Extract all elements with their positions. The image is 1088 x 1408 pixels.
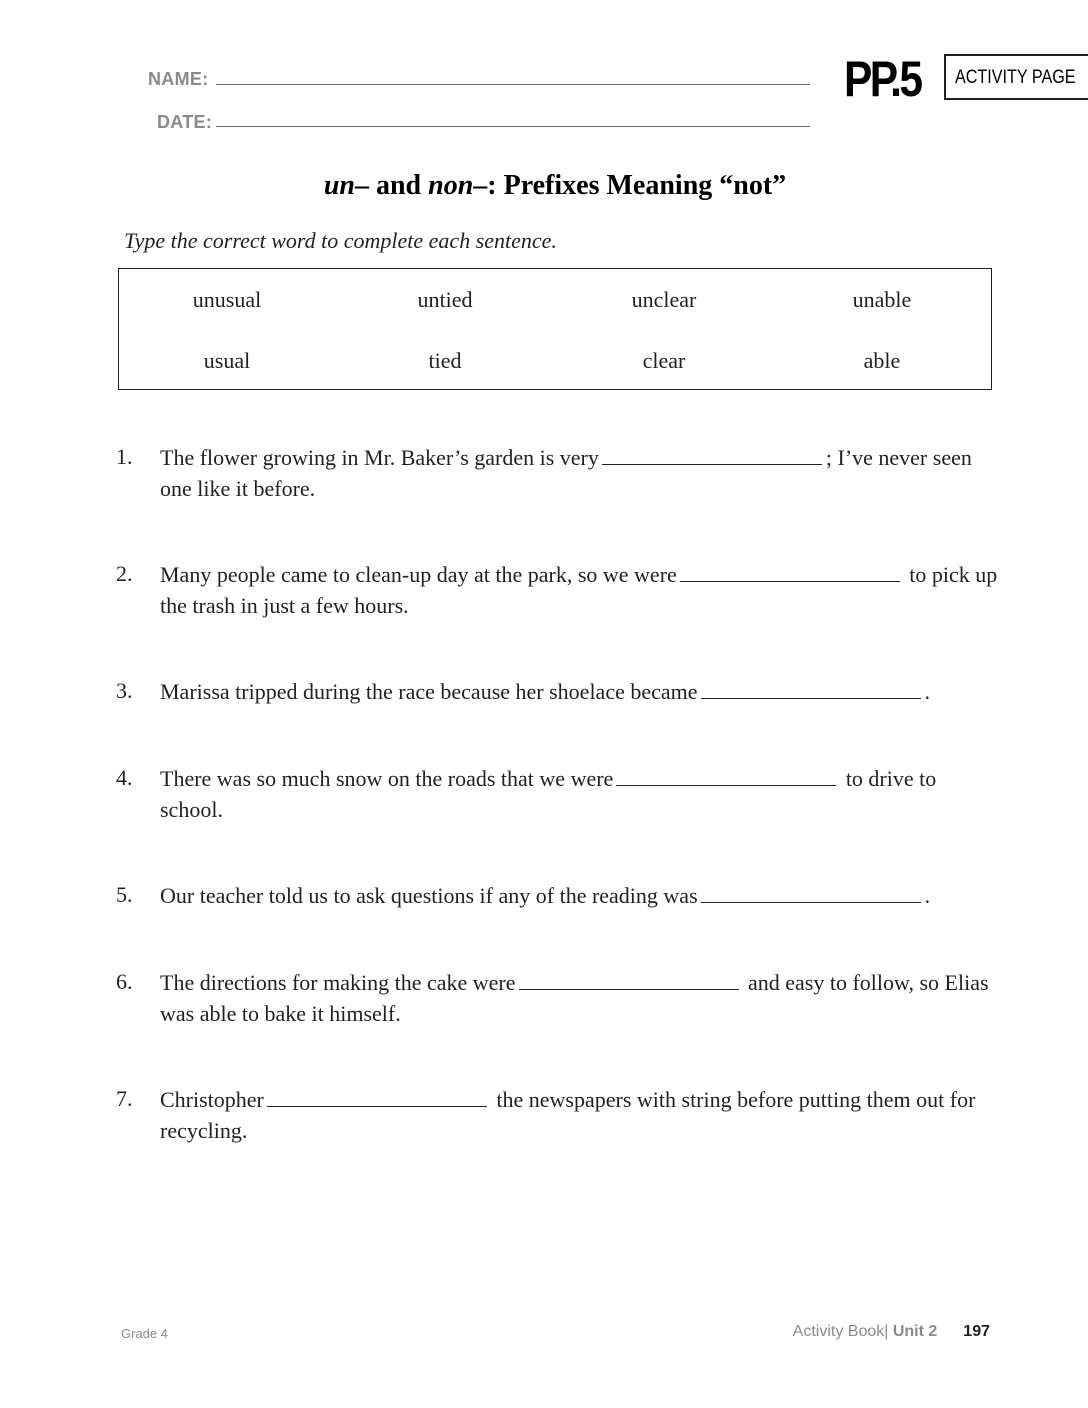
question-text-before: Christopher bbox=[160, 1087, 264, 1112]
question-text-after: to pick up the trash in just a few hours. bbox=[160, 562, 998, 618]
question-text-after: the newspapers with string before putting them out for recycling. bbox=[160, 1087, 976, 1143]
question-number: 7. bbox=[116, 1086, 133, 1111]
name-line[interactable] bbox=[216, 84, 810, 85]
question-number: 1. bbox=[116, 444, 133, 469]
word-bank-item: untied bbox=[417, 287, 473, 312]
activity-page-badge-label: ACTIVITY PAGE bbox=[955, 67, 1076, 88]
footer-grade: Grade 4 bbox=[121, 1326, 168, 1341]
title-rest: –: Prefixes Meaning “not” bbox=[473, 170, 787, 201]
footer-unit: Unit 2 bbox=[888, 1323, 938, 1340]
page-number: 197 bbox=[963, 1323, 990, 1340]
footer-separator: | bbox=[884, 1323, 889, 1340]
question-number: 6. bbox=[116, 969, 133, 994]
question-text-after: and easy to follow, so Elias was able to bake it himself. bbox=[160, 970, 989, 1026]
answer-blank[interactable] bbox=[267, 1088, 487, 1107]
question-text bbox=[160, 676, 1000, 707]
instructions: Type the correct word to complete each sentence. bbox=[124, 228, 557, 253]
footer-book-info bbox=[793, 1323, 990, 1341]
question-number: 4. bbox=[116, 765, 133, 790]
answer-blank[interactable] bbox=[701, 680, 921, 699]
word-bank-item: unable bbox=[852, 287, 912, 312]
question-text-after: . bbox=[924, 883, 931, 908]
name-label: NAME: bbox=[148, 69, 209, 89]
activity-page-badge bbox=[944, 54, 1088, 100]
footer-book: Activity Book bbox=[792, 1323, 885, 1340]
answer-blank[interactable] bbox=[519, 971, 739, 990]
question-number: 3. bbox=[116, 678, 133, 703]
question-text bbox=[160, 967, 1000, 1029]
word-bank-item: clear bbox=[642, 348, 686, 373]
word-bank-item: unusual bbox=[192, 287, 262, 312]
question-text-before: The directions for making the cake were bbox=[160, 970, 516, 995]
word-bank bbox=[118, 268, 992, 390]
question-text bbox=[160, 442, 1000, 504]
question-text-before: Our teacher told us to ask questions if any of the reading was bbox=[160, 883, 698, 908]
answer-blank[interactable] bbox=[616, 767, 836, 786]
question-text-before: There was so much snow on the roads that we were bbox=[160, 766, 614, 791]
word-bank-item: tied bbox=[428, 348, 462, 373]
question-text bbox=[160, 763, 1000, 825]
page-title bbox=[0, 170, 1088, 202]
question-text-after: to drive to school. bbox=[160, 766, 937, 822]
page-code: PP.5 bbox=[844, 51, 921, 107]
question-text-before: Many people came to clean-up day at the park, so we were bbox=[160, 562, 677, 587]
question-text-before: Marissa tripped during the race because her shoelace became bbox=[160, 679, 698, 704]
question-number: 5. bbox=[116, 882, 133, 907]
question-text bbox=[160, 880, 1000, 911]
question-text-after: . bbox=[924, 679, 931, 704]
question-number: 2. bbox=[116, 561, 133, 586]
question-text bbox=[160, 1084, 1000, 1146]
answer-blank[interactable] bbox=[680, 563, 900, 582]
word-bank-item: unclear bbox=[631, 287, 697, 312]
question-text bbox=[160, 559, 1000, 621]
word-bank-item: able bbox=[863, 348, 901, 373]
date-label: DATE: bbox=[157, 112, 213, 132]
word-bank-item: usual bbox=[203, 348, 251, 373]
title-and: – and bbox=[354, 170, 429, 201]
title-prefix-non: non bbox=[428, 170, 474, 201]
answer-blank[interactable] bbox=[602, 446, 822, 465]
date-line[interactable] bbox=[216, 126, 810, 127]
question-text-after: ; I’ve never seen one like it before. bbox=[160, 445, 972, 501]
question-text-before: The flower growing in Mr. Baker’s garden is very bbox=[160, 445, 599, 470]
title-prefix-un: un bbox=[323, 170, 355, 201]
answer-blank[interactable] bbox=[701, 884, 921, 903]
